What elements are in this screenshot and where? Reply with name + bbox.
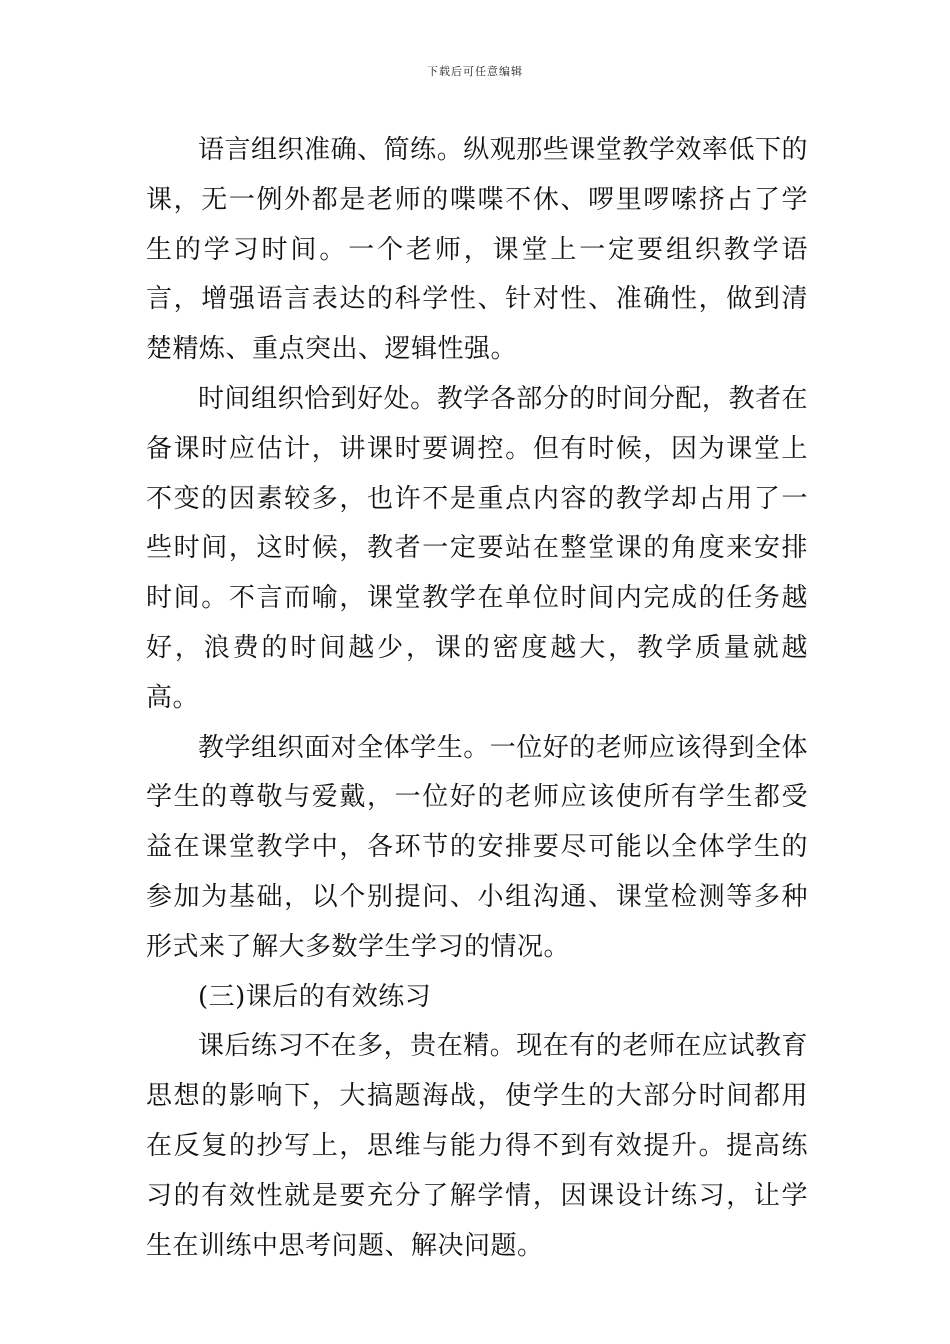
- section-heading: (三)课后的有效练习: [198, 981, 432, 1012]
- paragraph-language-organization: 语言组织准确、简练。纵观那些课堂教学效率低下的课，无一例外都是老师的喋喋不休、啰里啰嗦挤占了学生的学习时间。一个老师，课堂上一定要组织教学语言，增强语言表达的科学性、针对性、准确性，做到清楚精炼、重点突出、逻辑性强。: [146, 135, 808, 365]
- page-header: 下载后可任意编辑: [427, 65, 523, 78]
- paragraph-whole-class: 教学组织面对全体学生。一位好的老师应该得到全体学生的尊敬与爱戴，一位好的老师应该使所有学生都受益在课堂教学中，各环节的安排要尽可能以全体学生的参加为基础，以个别提问、小组沟通、课堂检测等多种形式来了解大多数学生学习的情况。: [146, 732, 808, 962]
- document-body: [146, 126, 808, 1271]
- paragraph-after-class-practice: 课后练习不在多，贵在精。现在有的老师在应试教育思想的影响下，大搞题海战，使学生的大部分时间都用在反复的抄写上，思维与能力得不到有效提升。提高练习的有效性就是要充分了解学情，因课设计练习，让学生在训练中思考问题、解决问题。: [146, 1031, 808, 1261]
- paragraph-time-organization: 时间组织恰到好处。教学各部分的时间分配，教者在备课时应估计，讲课时要调控。但有时候，因为课堂上不变的因素较多，也许不是重点内容的教学却占用了一些时间，这时候，教者一定要站在整堂课的角度来安排时间。不言而喻，课堂教学在单位时间内完成的任务越好，浪费的时间越少，课的密度越大，教学质量就越高。: [146, 383, 808, 713]
